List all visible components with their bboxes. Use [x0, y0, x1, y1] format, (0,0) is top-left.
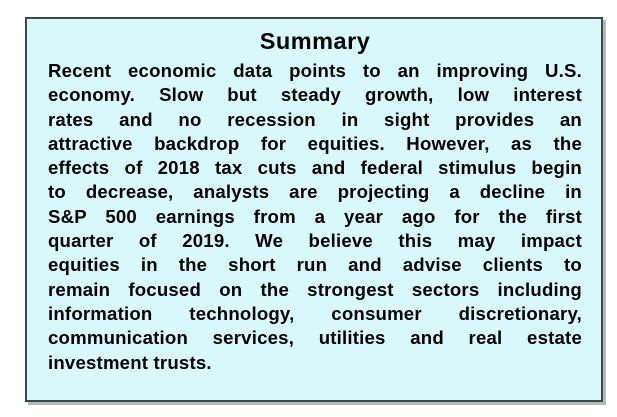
summary-line: economy. Slow but steady growth, low interest	[48, 84, 582, 106]
summary-line: investment trusts.	[48, 351, 212, 373]
summary-line: equities in the short run and advise clients to	[48, 254, 582, 276]
summary-line: information technology, consumer discretionary,	[48, 302, 582, 324]
summary-line: Recent economic data points to an improving U.S.	[48, 60, 582, 81]
summary-body	[48, 59, 582, 375]
summary-line: to decrease, analysts are projecting a decline in	[48, 181, 582, 203]
summary-line: S&P 500 earnings from a year ago for the first	[48, 205, 582, 227]
summary-line: communication services, utilities and real estate	[48, 327, 582, 349]
summary-box	[25, 17, 603, 402]
summary-line: attractive backdrop for equities. However, as the	[48, 132, 582, 154]
summary-line: quarter of 2019. We believe this may impact	[48, 230, 582, 252]
summary-line: effects of 2018 tax cuts and federal stimulus begin	[48, 157, 582, 179]
summary-line: rates and no recession in sight provides an	[48, 108, 582, 130]
summary-line: remain focused on the strongest sectors including	[48, 278, 582, 300]
summary-title: Summary	[259, 28, 371, 54]
